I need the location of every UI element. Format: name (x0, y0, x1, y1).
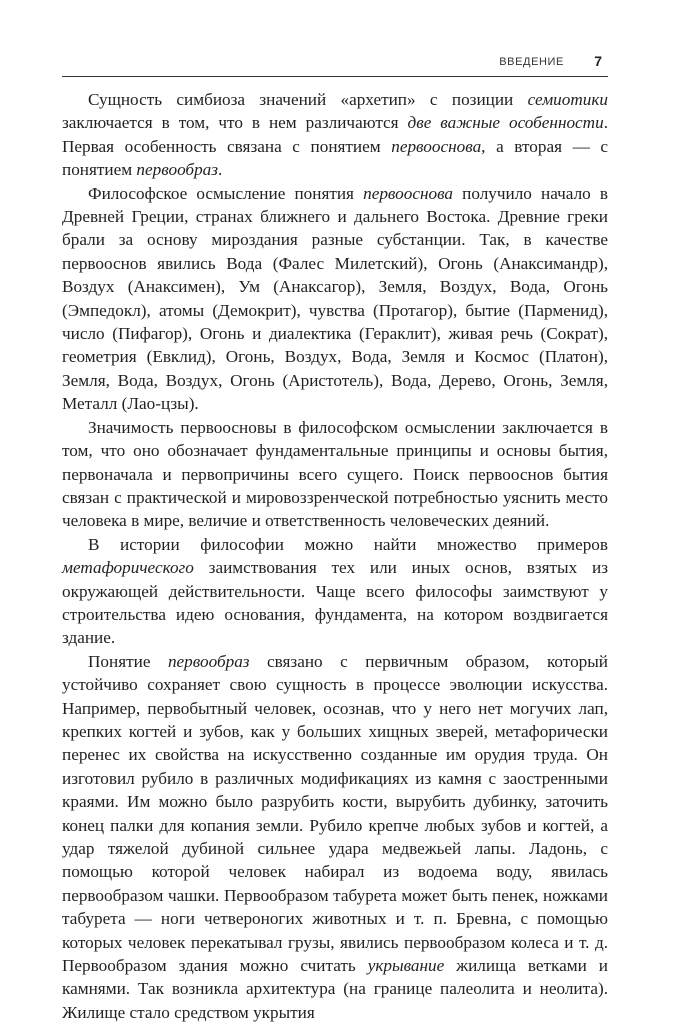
body-text (62, 88, 608, 1024)
italic-term: первооснова (363, 183, 454, 203)
paragraph-4: В истории философии можно найти множество примеров метафорического заимствования тех или иных основ, взятых из окружающей действительности. Чаще всего философы заимствуют у строительства идею основания, фундамента, на котором воздвигается здание. (62, 534, 608, 648)
italic-term: первооснова (391, 136, 482, 156)
paragraph-2: Философское осмысление понятия первооснова получило начало в Древней Греции, странах ближнего и дальнего Востока. Древние греки брали за основу мироздания разные субстанции. Так, в качестве первооснов явились Вода (Фалес Милетский), Огонь (Анаксимандр), Воздух (Анаксимен), Ум (Анаксагор), Земля, Воздух, Вода, Огонь (Эмпедокл), атомы (Демокрит), чувства (Протагор), бытие (Парменид), число (Пифагор), Огонь и диалектика (Гераклит), живая речь (Сократ), геометрия (Евклид), Огонь, Воздух, Вода, Земля и Космос (Платон), Земля, Вода, Воздух, Огонь (Аристотель), Вода, Дерево, Огонь, Земля, Металл (Лао-цзы). (62, 183, 608, 414)
italic-term: укрывание (367, 956, 445, 976)
page-number: 7 (594, 53, 602, 69)
paragraph-1: Сущность симбиоза значений «архетип» с позиции семиотики заключается в том, что в нем различаются две важные особенности. Первая особенность связана с понятием первооснова, а вторая — с понятием первообраз. (62, 90, 608, 180)
italic-term: метафорического (62, 558, 194, 578)
italic-term: семиотики (527, 90, 608, 109)
paragraph-5: Понятие первообраз связано с первичным образом, который устойчиво сохраняет свою сущность в процессе эволюции искусства. Например, первобытный человек, осознав, что у него нет могучих лап, крепких когтей и зубов, как у больших хищных зверей, метафорически перенес их свойства на искусственно созданные им орудия труда. Он изготовил рубило в различных модификациях из камня с заостренными краями. Им можно было разрубить кости, вырубить дубинку, заточить конец палки для копания земли. Рубило крепче любых зубов и когтей, а удар тяжелой дубиной сильнее удара медвежьей лапы. Ладонь, с помощью которой человек набирал из водоема воду, явилась первообразом чашки. Первообразом табурета может быть пенек, ножками табурета — ноги четвероногих животных и т. п. Бревна, с помощью которых человек перекатывал грузы, явились первообразом колеса и т. д. Первообразом здания можно считать укрывание жилища ветками и камнями. Так возникла архитектура (на границе палеолита и неолита). Жилище стало средством укрытия (62, 651, 609, 1022)
section-title: ВВЕДЕНИЕ (499, 56, 564, 68)
paragraph-3: Значимость первоосновы в философском осмыслении заключается в том, что оно обозначает фундаментальные принципы и основы бытия, первоначала и первопричины всего сущего. Поиск первооснов бытия связан с практической и мировоззренческой потребностью уяснить место человека в мире, величие и ответственность человеческих деяний. (62, 417, 608, 531)
italic-term: первообраз (167, 651, 250, 671)
running-header (62, 50, 608, 77)
italic-term: первообраз (136, 160, 218, 180)
italic-term: две важные особенности (407, 113, 604, 133)
